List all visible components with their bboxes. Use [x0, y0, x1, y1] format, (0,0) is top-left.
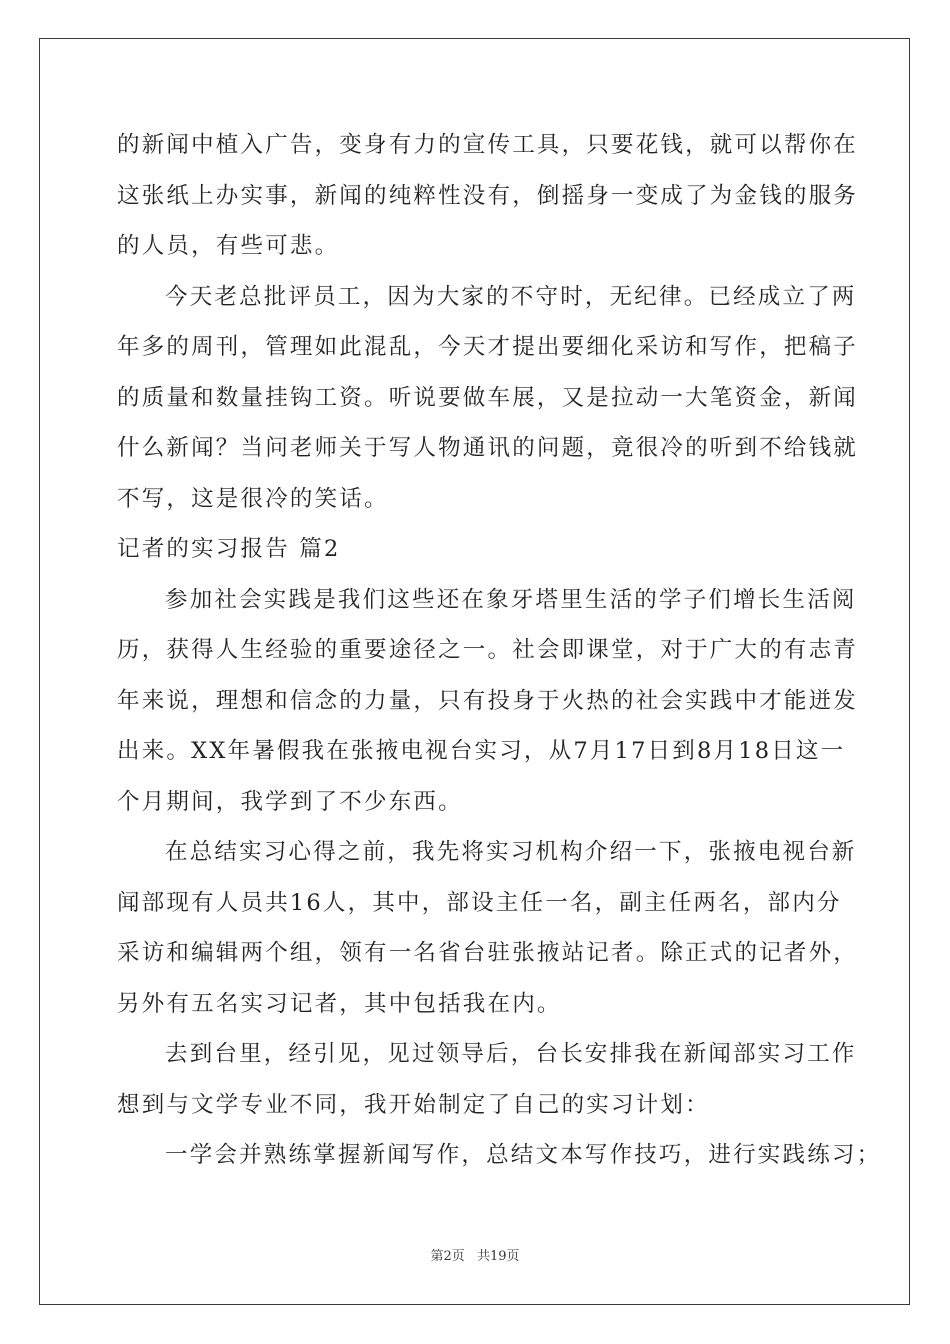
- page-number: 第2页: [430, 1249, 465, 1264]
- text-line: 不写，这是很冷的笑话。: [117, 485, 389, 512]
- page-footer: [0, 1245, 950, 1264]
- text-line: 采访和编辑两个组，领有一名省台驻张掖站记者。除正式的记者外，: [117, 940, 859, 966]
- text-line: 出来。XX年暑假我在张掖电视台实习，从7月17日到8月18日这一: [117, 738, 846, 764]
- text-line: 这张纸上办实事，新闻的纯粹性没有，倒摇身一变成了为金钱的服务: [117, 182, 859, 209]
- section-heading: 记者的实习报告 篇2: [117, 536, 341, 562]
- page-total: 共19页: [476, 1249, 520, 1264]
- paragraph-start-line: 参加社会实践是我们这些还在象牙塔里生活的学子们增长生活阅: [165, 586, 857, 613]
- text-line: 年多的周刊，管理如此混乱，今天才提出要细化采访和写作，把稿子: [117, 334, 859, 360]
- text-line: 的质量和数量挂钩工资。听说要做车展，又是拉动一大笔资金，新闻: [117, 384, 859, 411]
- text-line: 的新闻中植入广告，变身有力的宣传工具，只要花钱，就可以帮你在: [117, 132, 859, 158]
- text-line: 的人员，有些可悲。: [117, 233, 340, 259]
- paragraph-start-line: 今天老总批评员工，因为大家的不守时，无纪律。已经成立了两: [165, 283, 857, 310]
- text-line: 历，获得人生经验的重要途径之一。社会即课堂，对于广大的有志青: [117, 637, 859, 663]
- text-line: 什么新闻？当问老师关于写人物通讯的问题，竟很冷的听到不给钱就: [117, 435, 859, 461]
- text-line: 个月期间，我学到了不少东西。: [117, 788, 463, 815]
- text-line: 想到与文学专业不同，我开始制定了自己的实习计划：: [117, 1091, 710, 1118]
- paragraph-start-line: 一学会并熟练掌握新闻写作，总结文本写作技巧，进行实践练习；: [165, 1142, 882, 1168]
- document-body: [117, 120, 882, 1181]
- paragraph-start-line: 去到台里，经引见，见过领导后，台长安排我在新闻部实习工作: [165, 1041, 857, 1067]
- text-line: 另外有五名实习记者，其中包括我在内。: [117, 990, 562, 1017]
- text-line: 闻部现有人员共16人，其中，部设主任一名，副主任两名，部内分: [117, 889, 842, 916]
- paragraph-start-line: 在总结实习心得之前，我先将实习机构介绍一下，张掖电视台新: [165, 839, 857, 865]
- text-line: 年来说，理想和信念的力量，只有投身于火热的社会实践中才能迸发: [117, 687, 859, 714]
